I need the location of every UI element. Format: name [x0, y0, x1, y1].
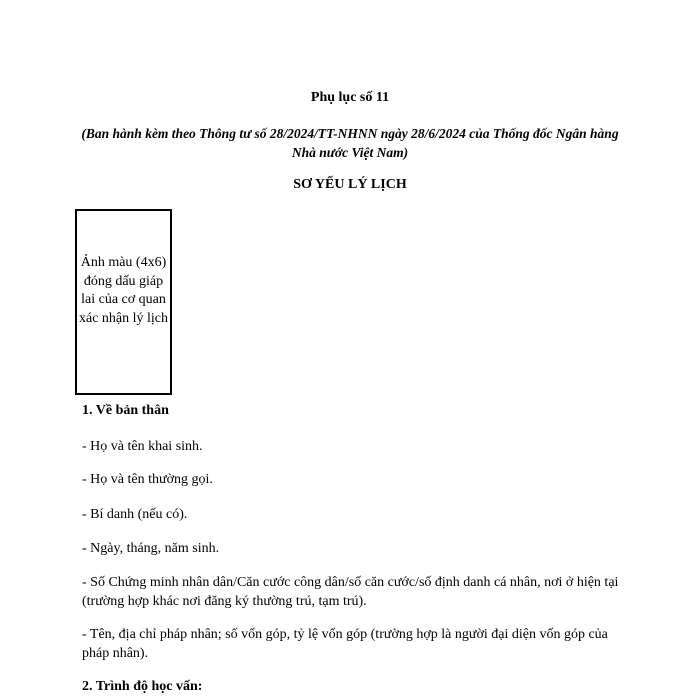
birth-name-item: - Họ và tên khai sinh. — [82, 439, 203, 454]
id-number-item: - Số Chứng minh nhân dân/Căn cước công dân/số căn cước/số định danh cá nhân, nơi ở hiện tại (trường hợp khác nơi đăng ký thường trú, tạm trú). — [82, 575, 619, 609]
common-name-item: - Họ và tên thường gọi. — [82, 472, 213, 487]
form-title: SƠ YẾU LÝ LỊCH — [293, 177, 407, 192]
alias-item: - Bí danh (nếu có). — [82, 507, 188, 522]
photo-placeholder-text: Ảnh màu (4x6) đóng dấu giáp lai của cơ quan xác nhận lý lịch — [78, 255, 169, 326]
issuance-subtitle: (Ban hành kèm theo Thông tư số 28/2024/TT-NHNN ngày 28/6/2024 của Thống đốc Ngân hàng Nhà nước Việt Nam) — [81, 126, 619, 160]
appendix-title: Phụ lục số 11 — [310, 90, 390, 105]
legal-entity-item: - Tên, địa chỉ pháp nhân; số vốn góp, tỷ lệ vốn góp (trường hợp là người đại diện vốn góp của pháp nhân). — [82, 627, 608, 661]
birth-date-item: - Ngày, tháng, năm sinh. — [82, 541, 220, 556]
section-1-heading: 1. Về bản thân — [82, 403, 169, 418]
section-2-heading: 2. Trình độ học vấn: — [82, 679, 203, 694]
photo-placeholder-box — [75, 209, 172, 395]
